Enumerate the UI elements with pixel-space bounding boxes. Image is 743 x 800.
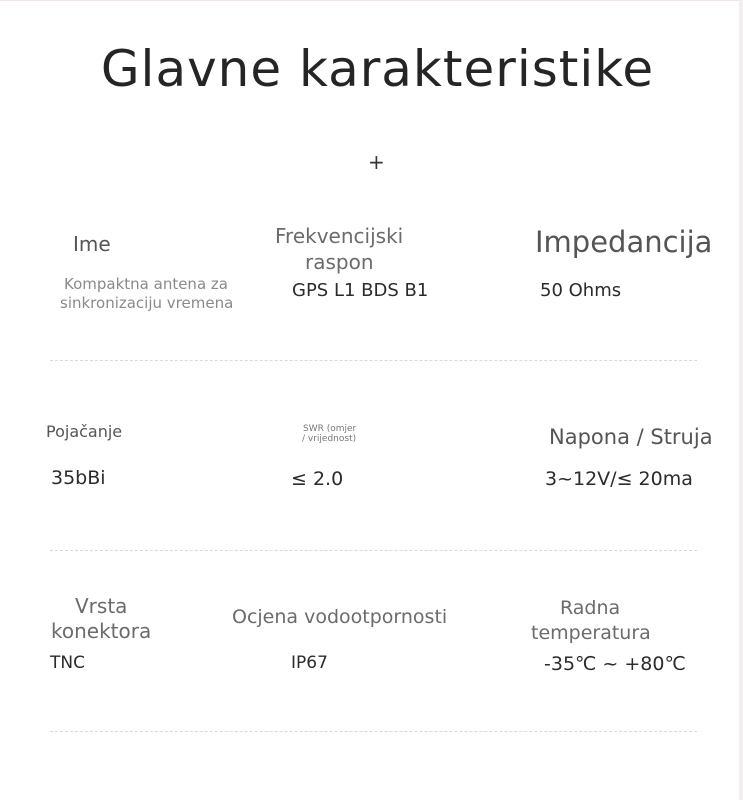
spec-frequency-label-line1: Frekvencijski xyxy=(275,224,404,248)
spec-name-value-line1: Kompaktna antena za xyxy=(64,275,228,293)
spec-connector-value: TNC xyxy=(50,653,85,673)
spec-name-label: Ime xyxy=(73,232,111,256)
page-title: Glavne karakteristike xyxy=(100,40,655,98)
spec-waterproof-value: IP67 xyxy=(291,653,328,673)
spec-impedance-value: 50 Ohms xyxy=(540,280,622,301)
spec-voltage-value: 3~12V/≤ 20ma xyxy=(545,468,693,490)
plus-icon: + xyxy=(368,150,385,174)
spec-connector-label-line1: Vrsta xyxy=(75,594,128,618)
spec-frequency-label-line2: raspon xyxy=(305,250,374,274)
spec-temperature-label-line2: temperatura xyxy=(531,622,651,644)
spec-frequency-value: GPS L1 BDS B1 xyxy=(292,280,429,301)
spec-waterproof-label: Ocjena vodootpornosti xyxy=(232,606,448,628)
spec-temperature-label-line1: Radna xyxy=(560,597,621,619)
spec-connector-label-line2: konektora xyxy=(51,619,152,643)
spec-name-value-line2: sinkronizaciju vremena xyxy=(60,294,234,312)
spec-swr-label-line2: / vrijednost) xyxy=(302,434,357,444)
right-edge-strip xyxy=(739,0,743,800)
spec-swr-value: ≤ 2.0 xyxy=(291,468,344,490)
row-divider xyxy=(50,550,697,551)
spec-swr-label-line1: SWR (omjer xyxy=(303,424,357,434)
top-edge-line xyxy=(0,0,743,1)
spec-gain-label: Pojačanje xyxy=(46,422,123,441)
spec-gain-value: 35bBi xyxy=(51,467,106,489)
spec-voltage-label: Napona / Struja xyxy=(549,425,713,449)
spec-impedance-label: Impedancija xyxy=(535,225,713,259)
row-divider xyxy=(50,731,697,732)
spec-temperature-value: -35℃ ~ +80℃ xyxy=(544,653,686,675)
row-divider xyxy=(50,360,697,361)
